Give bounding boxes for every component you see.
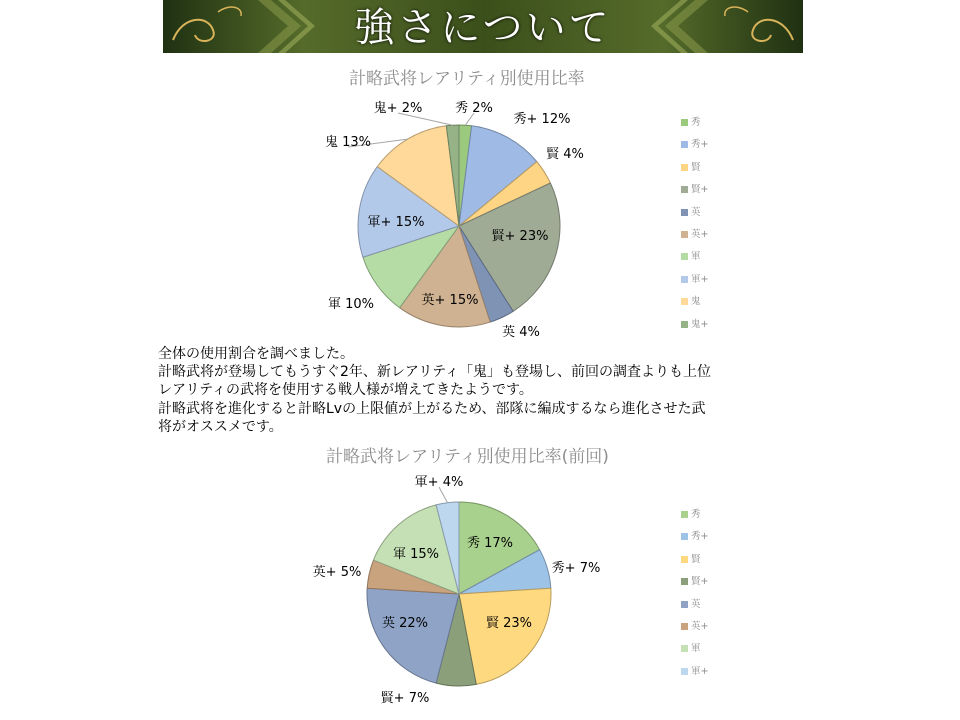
description-line: レアリティの武将を使用する戦人様が増えてきたようです。 xyxy=(158,382,533,399)
legend-swatch xyxy=(681,556,688,563)
legend-swatch xyxy=(681,668,688,675)
data-label: 英 4% xyxy=(502,325,540,340)
chart-title: 計略武将レアリティ別使用比率(前回) xyxy=(326,447,609,467)
chart-title: 計略武将レアリティ別使用比率 xyxy=(349,69,585,89)
legend-swatch xyxy=(681,231,688,238)
legend-label: 軍 xyxy=(691,643,701,655)
legend-swatch xyxy=(681,623,688,630)
legend-label: 秀 xyxy=(691,509,701,520)
legend-label: 賢 xyxy=(691,161,701,173)
data-label: 秀+ 12% xyxy=(513,112,571,127)
data-label: 英+ 5% xyxy=(312,565,362,580)
legend-swatch xyxy=(681,186,688,193)
data-label: 賢+ 23% xyxy=(491,229,549,244)
data-label: 賢+ 7% xyxy=(380,691,430,706)
data-label: 秀+ 7% xyxy=(551,561,601,576)
legend-label: 賢+ xyxy=(691,576,709,588)
legend-label: 軍 xyxy=(691,251,701,263)
legend-label: 軍+ xyxy=(691,665,709,677)
data-label: 英 22% xyxy=(381,616,429,631)
data-label: 軍 15% xyxy=(392,547,440,562)
legend-swatch xyxy=(681,141,688,148)
legend-swatch xyxy=(681,533,688,540)
legend-swatch xyxy=(681,321,688,328)
legend-label: 英+ xyxy=(691,229,709,240)
legend-swatch xyxy=(681,645,688,652)
data-label: 鬼+ 2% xyxy=(373,101,423,116)
legend-label: 英+ xyxy=(691,621,709,632)
legend-swatch xyxy=(681,578,688,585)
data-label: 軍 10% xyxy=(327,297,375,312)
page-title: 強さについて xyxy=(354,5,612,51)
legend-label: 英 xyxy=(691,206,701,218)
data-label: 秀 2% xyxy=(455,101,493,116)
legend-label: 鬼+ xyxy=(691,318,709,330)
data-label: 賢 4% xyxy=(546,147,584,162)
data-label: 軍+ 15% xyxy=(367,215,425,230)
legend-label: 軍+ xyxy=(691,273,709,285)
legend-label: 英 xyxy=(691,598,701,610)
legend-label: 秀+ xyxy=(691,531,709,543)
legend-swatch xyxy=(681,209,688,216)
description-line: 全体の使用割合を調べました。 xyxy=(158,346,354,362)
legend-swatch xyxy=(681,298,688,305)
legend-swatch xyxy=(681,164,688,171)
data-label: 軍+ 4% xyxy=(414,475,464,490)
description-line: 計略武将が登場してもうすぐ2年、新レアリティ「鬼」も登場し、前回の調査よりも上位 xyxy=(158,364,711,381)
legend-label: 秀 xyxy=(691,117,701,128)
legend-swatch xyxy=(681,253,688,260)
legend-swatch xyxy=(681,119,688,126)
description-text xyxy=(158,345,808,436)
data-label: 賢 23% xyxy=(485,616,533,631)
legend-label: 賢 xyxy=(691,553,701,565)
legend-swatch xyxy=(681,511,688,518)
data-label: 秀 17% xyxy=(466,536,514,551)
legend-swatch xyxy=(681,601,688,608)
description-line: 計略武将を進化すると計略Lvの上限値が上がるため、部隊に編成するなら進化させた武 xyxy=(158,400,706,417)
legend-label: 秀+ xyxy=(691,139,709,151)
legend-label: 賢+ xyxy=(691,184,709,196)
data-label: 英+ 15% xyxy=(421,293,479,308)
legend-swatch xyxy=(681,276,688,283)
data-label: 鬼 13% xyxy=(324,135,372,150)
legend-label: 鬼 xyxy=(691,296,701,308)
description-line: 将がオススメです。 xyxy=(158,418,283,435)
